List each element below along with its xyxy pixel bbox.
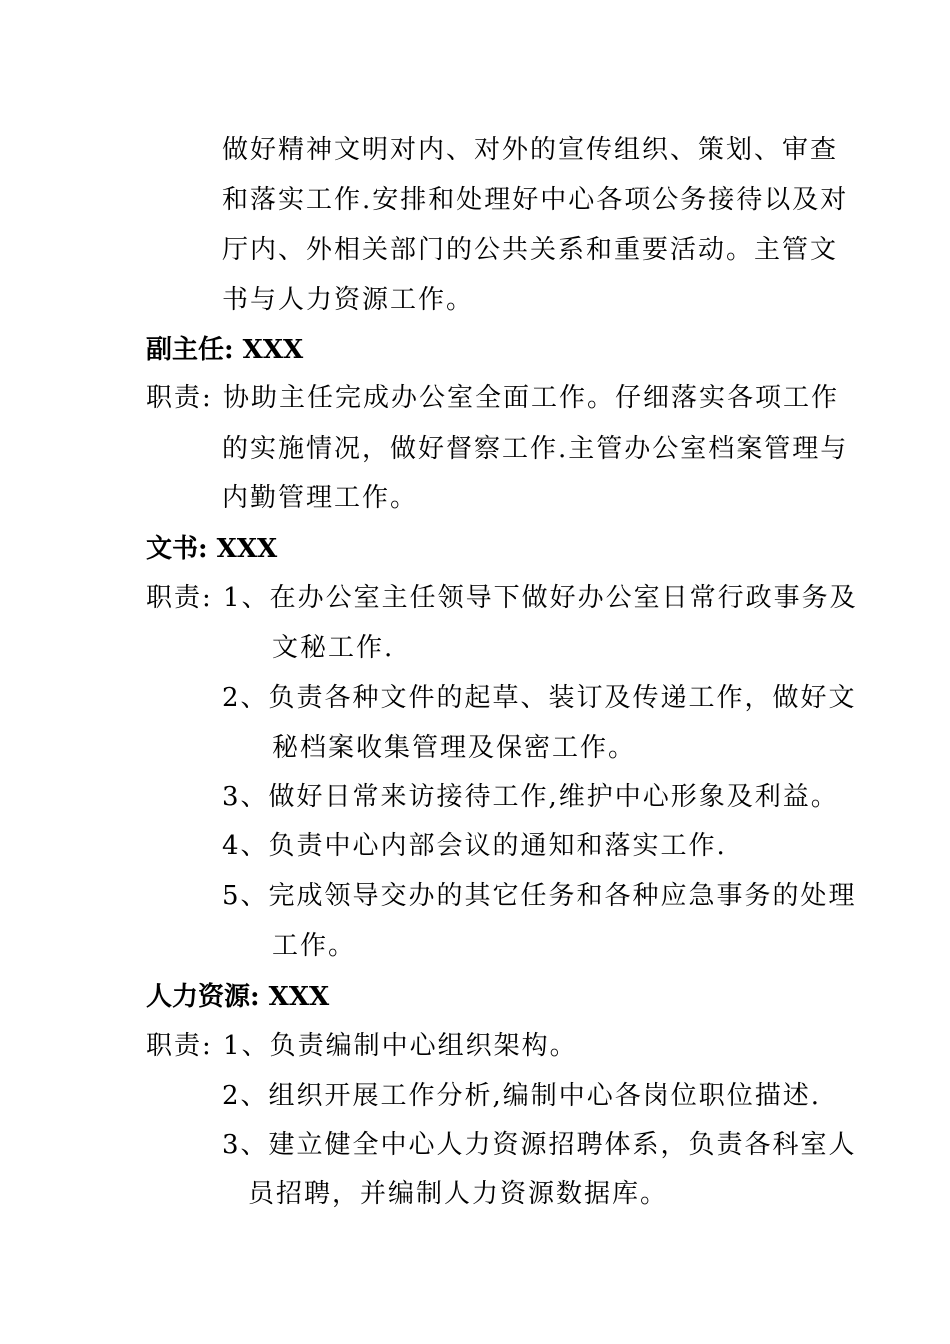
hr-duty-line-1: 职责: 1、负责编制中心组织架构。	[146, 1031, 578, 1061]
secretary-duty-line-7: 5、完成领导交办的其它任务和各种应急事务的处理	[222, 881, 857, 911]
deputy-duty-line-2: 的实施情况，做好督察工作.主管办公室档案管理与	[222, 434, 849, 464]
hr-duty-line-2: 2、组织开展工作分析,编制中心各岗位职位描述.	[222, 1081, 822, 1111]
secretary-duty-line-8: 工作。	[272, 931, 357, 961]
intro-line-2: 和落实工作.安排和处理好中心各项公务接待以及对	[222, 185, 849, 215]
hr-heading: 人力资源: XXX	[146, 982, 330, 1012]
secretary-heading: 文书: XXX	[146, 534, 278, 564]
secretary-duty-line-1: 职责: 1、在办公室主任领导下做好办公室日常行政事务及	[146, 583, 858, 613]
deputy-heading: 副主任: XXX	[146, 335, 304, 365]
deputy-duty-line-1: 职责: 协助主任完成办公室全面工作。仔细落实各项工作	[146, 383, 840, 413]
secretary-duty-line-3: 2、负责各种文件的起草、装订及传递工作，做好文	[222, 683, 857, 713]
secretary-duty-line-4: 秘档案收集管理及保密工作。	[272, 733, 637, 763]
secretary-duty-line-6: 4、负责中心内部会议的通知和落实工作.	[222, 831, 727, 861]
deputy-duty-line-3: 内勤管理工作。	[222, 483, 419, 513]
secretary-duty-line-2: 文秘工作.	[272, 633, 395, 663]
intro-line-4: 书与人力资源工作。	[222, 285, 475, 315]
secretary-duty-line-5: 3、做好日常来访接待工作,维护中心形象及利益。	[222, 782, 839, 812]
hr-duty-line-3: 3、建立健全中心人力资源招聘体系，负责各科室人	[222, 1130, 857, 1160]
intro-line-1: 做好精神文明对内、对外的宣传组织、策划、审查	[222, 135, 839, 165]
intro-line-3: 厅内、外相关部门的公共关系和重要活动。主管文	[222, 235, 839, 265]
hr-duty-line-4: 员招聘，并编制人力资源数据库。	[248, 1179, 669, 1209]
